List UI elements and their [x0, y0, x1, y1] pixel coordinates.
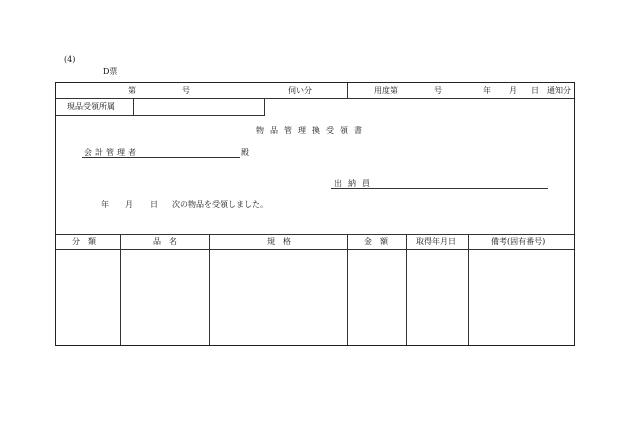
receiving-dept-field[interactable] — [134, 99, 264, 114]
fiscal-year-suffix: 号 — [434, 86, 442, 95]
receiving-dept-label: 現品受領所属 — [67, 102, 115, 111]
header-specification: 規 格 — [267, 237, 291, 246]
cell-amount[interactable] — [348, 250, 405, 344]
fiscal-year-prefix: 用度第 — [374, 86, 398, 95]
cell-remarks[interactable] — [469, 250, 573, 344]
header-amount: 金 額 — [364, 237, 388, 246]
cell-acquisition-date[interactable] — [407, 250, 467, 344]
notice-month: 月 — [509, 86, 517, 95]
number-prefix: 第 — [128, 86, 136, 95]
form-code: D票 — [103, 67, 118, 76]
date-year: 年 — [101, 200, 109, 209]
cell-item-name[interactable] — [121, 250, 208, 344]
clerk-label: 出納員 — [334, 179, 376, 188]
addressee-honorific: 殿 — [241, 148, 249, 157]
cell-specification[interactable] — [210, 250, 346, 344]
table-top-line — [56, 234, 574, 235]
section-number: (4) — [64, 55, 76, 64]
header-remarks: 備考(固有番号) — [491, 237, 546, 246]
number-suffix: 号 — [182, 86, 190, 95]
receipt-form — [55, 82, 575, 346]
receiving-dept-field-end — [264, 98, 265, 115]
addressee-underline — [82, 157, 240, 158]
inquiry-part-label: 伺い分 — [288, 86, 312, 95]
header-acquisition-date: 取得年月日 — [416, 237, 456, 246]
date-day: 日 — [150, 200, 158, 209]
header-divider — [347, 83, 348, 98]
date-month: 月 — [125, 200, 133, 209]
notice-label: 通知分 — [547, 86, 571, 95]
receipt-statement: 次の物品を受領しました。 — [172, 200, 268, 209]
addressee-label: 会計管理者 — [84, 148, 139, 157]
form-title: 物品管理換受領書 — [256, 126, 368, 135]
clerk-signature-line — [331, 188, 548, 189]
header-category: 分 類 — [72, 237, 96, 246]
notice-day: 日 — [531, 86, 539, 95]
header-item-name: 品 名 — [153, 237, 177, 246]
cell-category[interactable] — [57, 250, 119, 344]
receiving-dept-bottom — [56, 115, 265, 116]
notice-year: 年 — [483, 86, 491, 95]
